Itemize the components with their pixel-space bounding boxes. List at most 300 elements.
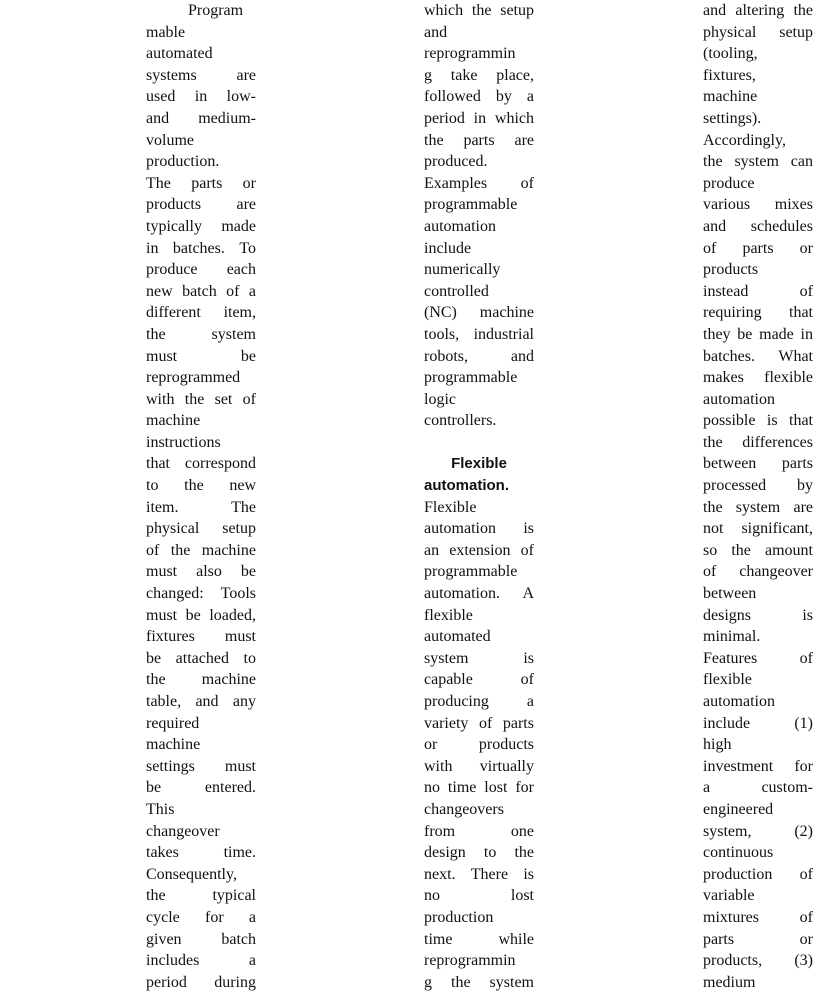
word: in	[473, 109, 487, 127]
text-line	[703, 151, 813, 173]
section-heading-line: automation.	[424, 477, 509, 495]
word: setup	[500, 2, 534, 19]
word: automation	[424, 520, 496, 538]
text-line	[146, 777, 256, 799]
text-line	[424, 864, 534, 886]
text-line	[146, 65, 256, 87]
word: of	[799, 282, 813, 300]
word: be	[240, 347, 256, 365]
word: (1)	[794, 714, 813, 732]
word: the	[146, 325, 166, 343]
word: correspond	[184, 455, 256, 473]
word: (NC)	[424, 304, 457, 322]
word: which	[424, 2, 464, 19]
word: machine	[201, 541, 256, 559]
word: producing	[424, 693, 489, 710]
word: requiring	[703, 304, 762, 322]
word: of	[799, 865, 813, 883]
text-line: Accordingly,	[703, 131, 786, 149]
text-line	[703, 453, 813, 475]
word: and	[195, 693, 219, 710]
text-line	[703, 302, 813, 324]
word: and	[703, 2, 727, 19]
text-line	[146, 86, 256, 108]
word: designs	[703, 606, 751, 624]
word: while	[498, 930, 534, 948]
text-line: produced.	[424, 153, 488, 171]
text-line: programmable	[424, 369, 518, 387]
text-line	[703, 0, 813, 22]
word: which	[494, 109, 534, 127]
text-line	[703, 238, 813, 260]
text-line	[703, 540, 813, 562]
word: mixtures	[703, 908, 759, 926]
word: The	[146, 174, 171, 192]
word: or	[424, 736, 438, 754]
word: is	[523, 865, 534, 883]
word: mixes	[774, 196, 813, 214]
word: must	[224, 628, 256, 646]
text-line	[146, 281, 256, 303]
word: next.	[424, 865, 456, 883]
text-line: machine	[146, 412, 201, 430]
text-line: products	[703, 261, 759, 279]
word: machine	[479, 304, 534, 322]
text-line	[424, 540, 534, 562]
word: that	[789, 412, 813, 430]
word: batch	[182, 282, 217, 300]
word: To	[239, 239, 256, 257]
word: g	[424, 66, 432, 84]
word: the	[793, 2, 813, 19]
text-line	[146, 561, 256, 583]
text-line: high	[703, 736, 732, 754]
text-line	[146, 907, 256, 929]
word: entered.	[204, 779, 256, 797]
text-line	[424, 302, 534, 324]
word: table,	[146, 693, 182, 710]
text-line	[424, 518, 534, 540]
text-line	[424, 734, 534, 756]
word: extension	[449, 541, 511, 559]
text-line: instructions	[146, 433, 221, 451]
text-line: programmable	[424, 563, 518, 581]
word: is	[523, 649, 534, 667]
word: time.	[223, 844, 256, 862]
word: period	[424, 109, 465, 127]
text-line: reprogrammin	[424, 952, 516, 970]
text-line	[703, 281, 813, 303]
word: typical	[212, 887, 256, 905]
word: new	[229, 477, 256, 495]
word: or	[242, 174, 256, 192]
text-line	[146, 518, 256, 540]
text-line	[424, 885, 534, 907]
text-line	[146, 626, 256, 648]
word: virtually	[479, 757, 534, 775]
text-line	[703, 864, 813, 886]
text-line	[146, 346, 256, 368]
text-line	[146, 389, 256, 411]
text-line: controlled	[424, 282, 489, 300]
word: loaded,	[209, 606, 256, 624]
word: time	[424, 930, 453, 948]
word: batches.	[172, 239, 225, 257]
text-line	[424, 669, 534, 691]
text-line: machine	[703, 88, 758, 106]
word: flexible	[764, 369, 813, 387]
text-line: medium	[703, 973, 756, 991]
text-line	[424, 0, 534, 22]
text-line	[703, 346, 813, 368]
word: no	[424, 779, 440, 797]
word: parts	[781, 455, 813, 473]
text-line: produce	[703, 174, 755, 192]
text-line	[703, 194, 813, 216]
text-line	[424, 756, 534, 778]
text-line	[424, 842, 534, 864]
word: the	[184, 390, 205, 408]
word: the	[451, 973, 471, 991]
word: medium-	[198, 109, 256, 127]
text-line	[424, 324, 534, 346]
word: the	[146, 887, 166, 905]
word: setup	[779, 23, 813, 41]
word: are	[236, 66, 256, 84]
word: lost	[510, 887, 534, 905]
text-line	[146, 691, 256, 713]
text-line	[703, 929, 813, 951]
word: of	[146, 541, 160, 559]
word: are	[793, 498, 813, 516]
word: of	[226, 282, 240, 300]
word: the	[703, 498, 723, 516]
word: a	[248, 952, 256, 970]
text-line: This	[146, 800, 175, 818]
text-line: variable	[703, 887, 755, 905]
word: different	[146, 304, 201, 322]
word: for	[204, 908, 224, 926]
word: changed:	[146, 585, 204, 603]
word: the	[703, 153, 723, 171]
text-line	[146, 259, 256, 281]
text-line	[703, 561, 813, 583]
text-line	[146, 238, 256, 260]
word: one	[510, 822, 534, 840]
word: they	[703, 325, 731, 343]
word: variety	[424, 714, 469, 732]
word: must	[146, 347, 178, 365]
text-line	[703, 777, 813, 799]
word: system	[489, 973, 534, 991]
text-line	[146, 497, 256, 519]
word: batches.	[703, 347, 755, 365]
text-line	[146, 453, 256, 475]
word: the	[146, 671, 166, 689]
word: or	[799, 239, 813, 257]
word: the	[703, 433, 723, 451]
word: batch	[221, 930, 256, 948]
word: possible	[703, 412, 756, 430]
word: Examples	[424, 174, 488, 192]
word: industrial	[473, 325, 534, 343]
word: investment	[703, 757, 774, 775]
text-line	[703, 907, 813, 929]
text-line	[146, 540, 256, 562]
word: of	[703, 563, 717, 581]
text-line	[703, 367, 813, 389]
word: takes	[146, 844, 179, 862]
text-line: between	[703, 585, 757, 603]
text-line	[703, 475, 813, 497]
word: changeover	[739, 563, 813, 581]
text-line	[146, 173, 256, 195]
word: parts	[502, 714, 534, 732]
word: each	[226, 261, 256, 279]
text-line	[146, 756, 256, 778]
text-line	[424, 65, 534, 87]
word: machine	[201, 671, 256, 689]
word: system	[735, 498, 781, 516]
word: robots,	[424, 347, 468, 365]
text-line	[703, 756, 813, 778]
word: production	[703, 865, 773, 883]
word: physical	[703, 23, 757, 41]
text-line	[703, 518, 813, 540]
word: by	[797, 477, 813, 495]
word: g	[424, 973, 432, 991]
text-line	[703, 605, 813, 627]
text-line	[146, 302, 256, 324]
word: lost	[484, 779, 508, 797]
word: in	[194, 88, 208, 106]
word: can	[790, 153, 813, 171]
word: system	[734, 153, 779, 171]
text-line	[703, 216, 813, 238]
text-line	[703, 950, 813, 972]
word: is	[523, 520, 534, 538]
text-line	[146, 972, 256, 994]
word: custom-	[761, 779, 813, 797]
word: must	[224, 757, 256, 775]
text-line	[146, 194, 256, 216]
word: and	[146, 109, 170, 127]
word: typically	[146, 217, 202, 235]
text-line: fixtures,	[703, 66, 756, 84]
text-line	[146, 648, 256, 670]
section-heading-line: Flexible	[451, 455, 507, 473]
word: made	[221, 217, 256, 235]
text-line: changeover	[146, 822, 220, 840]
text-line: automated	[424, 628, 491, 646]
word: products,	[703, 952, 763, 970]
text-line: flexible	[703, 671, 752, 689]
text-line: Consequently,	[146, 865, 237, 883]
text-line: production.	[146, 153, 220, 171]
text-line	[703, 648, 813, 670]
text-line	[146, 669, 256, 691]
text-line	[424, 972, 534, 994]
blank-line	[424, 432, 534, 454]
word: to	[483, 844, 497, 862]
word: to	[243, 649, 256, 667]
text-line	[146, 950, 256, 972]
text-line: automated	[146, 45, 213, 63]
word: include	[703, 714, 751, 732]
word: in	[146, 239, 159, 257]
word: made	[759, 325, 794, 343]
word: in	[800, 325, 813, 343]
word: a	[248, 908, 256, 926]
word: setup	[222, 520, 256, 538]
word: for	[794, 757, 813, 775]
word: and	[510, 347, 534, 365]
text-line	[424, 929, 534, 951]
text-line	[424, 108, 534, 130]
word: a	[526, 693, 534, 710]
text-line: flexible	[424, 606, 473, 624]
word: What	[778, 347, 813, 365]
text-column-1	[146, 0, 256, 993]
word: cycle	[146, 908, 180, 926]
word: an	[424, 541, 440, 559]
word: be	[240, 563, 256, 581]
text-line: volume	[146, 131, 194, 149]
word: parts	[191, 174, 223, 192]
text-line	[424, 713, 534, 735]
text-line: controllers.	[424, 412, 497, 430]
word: automation.	[424, 585, 500, 603]
text-line	[424, 583, 534, 605]
text-line: machine	[146, 736, 201, 754]
word: physical	[146, 520, 200, 538]
word: products	[146, 196, 202, 214]
text-line: reprogrammed	[146, 369, 241, 387]
text-line: and	[424, 23, 448, 41]
word: the	[471, 2, 492, 19]
text-column-3	[703, 0, 813, 993]
word: schedules	[750, 217, 813, 235]
paragraph-first-line: Program	[188, 2, 244, 19]
word: must	[146, 606, 178, 624]
word: of	[478, 714, 493, 732]
word: to	[146, 477, 159, 495]
word: the	[170, 541, 191, 559]
word: altering	[735, 2, 785, 19]
word: There	[470, 865, 509, 883]
word: the	[184, 477, 204, 495]
word: (3)	[794, 952, 813, 970]
word: be	[185, 606, 201, 624]
text-line	[146, 475, 256, 497]
text-line: production	[424, 908, 494, 926]
text-line	[424, 346, 534, 368]
word: place,	[496, 66, 534, 84]
word: fixtures	[146, 628, 195, 646]
text-line: minimal.	[703, 628, 761, 646]
word: that	[146, 455, 170, 473]
word: instead	[703, 282, 749, 300]
word: no	[424, 887, 440, 905]
text-line	[146, 108, 256, 130]
word: the	[514, 844, 534, 862]
word: a	[248, 282, 256, 300]
text-line	[703, 324, 813, 346]
text-line: automation	[703, 693, 775, 710]
word: set	[214, 390, 233, 408]
word: so	[703, 541, 718, 559]
word: by	[495, 88, 512, 106]
word: period	[146, 973, 187, 991]
word: of	[799, 649, 813, 667]
text-line: mable	[146, 23, 186, 41]
word: system	[424, 649, 469, 667]
word: also	[196, 563, 222, 581]
word: not	[703, 520, 724, 538]
word: any	[232, 693, 256, 710]
word: is	[766, 412, 778, 430]
word: for	[515, 779, 534, 797]
text-line	[146, 216, 256, 238]
text-line: settings).	[703, 109, 762, 127]
text-line	[146, 583, 256, 605]
text-column-2	[424, 0, 534, 993]
word: the	[424, 131, 444, 149]
word: parts	[703, 930, 735, 948]
text-line: include	[424, 239, 472, 257]
text-line	[424, 648, 534, 670]
text-line	[703, 821, 813, 843]
word: The	[231, 498, 256, 516]
word: time	[447, 779, 477, 797]
word: and	[703, 217, 727, 235]
word: amount	[765, 541, 813, 559]
text-line: automation	[703, 390, 775, 408]
text-line: changeovers	[424, 800, 504, 818]
word: system,	[703, 822, 752, 840]
text-line: continuous	[703, 844, 774, 862]
text-line	[703, 410, 813, 432]
text-line: programmable	[424, 196, 518, 214]
word: during	[214, 973, 256, 991]
text-line: Flexible	[424, 498, 477, 516]
word: parts	[463, 131, 495, 149]
word: be	[146, 649, 162, 667]
word: the	[731, 541, 751, 559]
word: capable	[424, 671, 473, 689]
word: from	[424, 822, 456, 840]
word: of	[799, 908, 813, 926]
text-line: logic	[424, 390, 456, 408]
word: of	[520, 671, 534, 689]
text-line	[146, 885, 256, 907]
text-line: (tooling,	[703, 45, 758, 63]
text-line: numerically	[424, 261, 501, 279]
word: tools,	[424, 325, 460, 343]
word: take	[450, 66, 478, 84]
word: that	[789, 304, 813, 322]
text-line	[424, 173, 534, 195]
text-line	[424, 691, 534, 713]
word: attached	[175, 649, 229, 667]
word: be	[737, 325, 753, 343]
word: various	[703, 196, 751, 214]
text-line	[703, 22, 813, 44]
word: is	[802, 606, 813, 624]
text-line	[703, 497, 813, 519]
text-line	[424, 130, 534, 152]
word: followed	[424, 88, 481, 106]
